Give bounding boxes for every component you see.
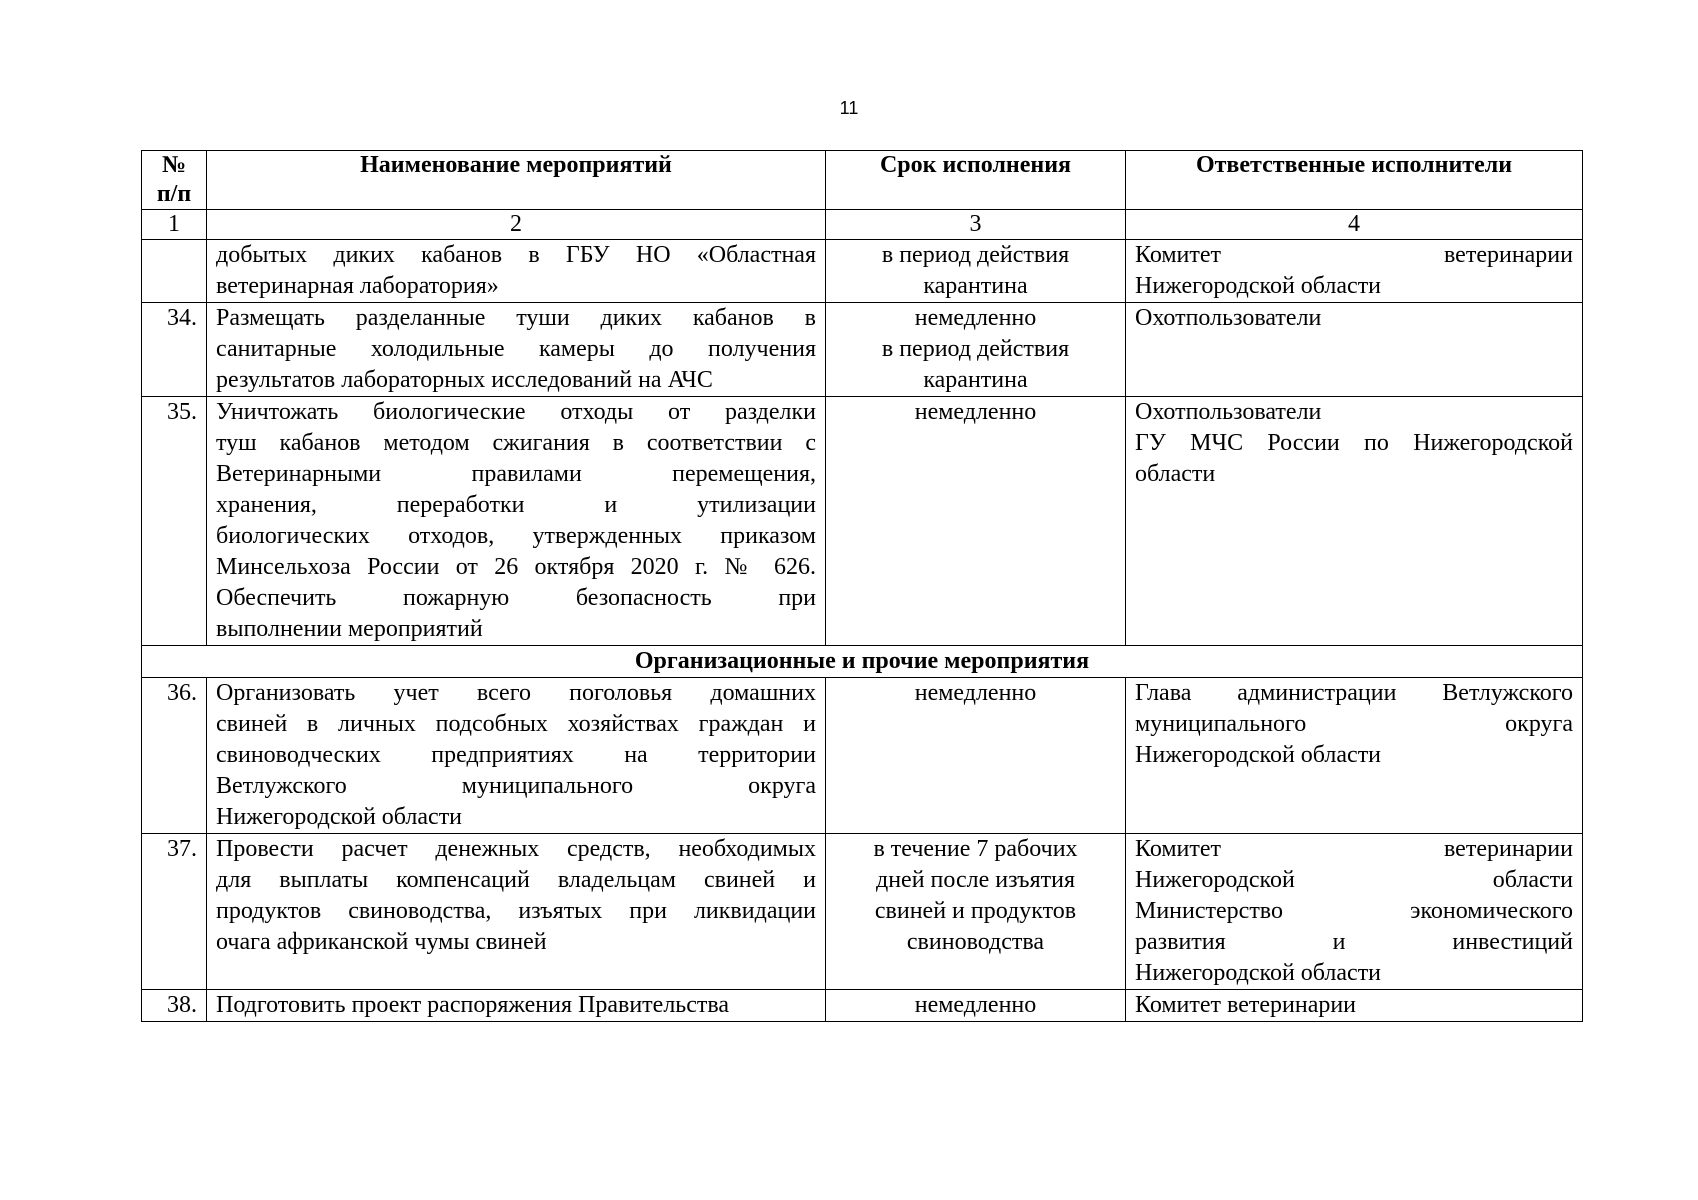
column-number-4: 4	[1126, 210, 1583, 240]
cell-line: в период действия	[881, 336, 1070, 362]
cell-line: дней после изъятия	[875, 867, 1075, 893]
rows-part-2	[142, 678, 1583, 1022]
row-name	[207, 678, 826, 834]
cell-line: биологических отходов, утвержденных приказом	[216, 523, 816, 549]
cell-line: немедленно	[914, 680, 1037, 706]
row-number: 38.	[142, 990, 207, 1022]
cell-line: Министерство экономического	[1135, 898, 1573, 924]
cell-line: Охотпользователи	[1135, 305, 1322, 331]
column-number-3: 3	[826, 210, 1126, 240]
cell-line: выполнении мероприятий	[216, 616, 483, 642]
row-number: 34.	[142, 303, 207, 397]
row-term	[826, 834, 1126, 990]
cell-line: Размещать разделанные туши диких кабанов в	[216, 305, 816, 331]
row-resp	[1126, 397, 1583, 646]
cell-line: Обеспечить пожарную безопасность при	[216, 585, 816, 611]
cell-line: Нижегородской области	[1135, 273, 1382, 299]
cell-line: свиноводства	[906, 929, 1045, 955]
cell-line: свиней в личных подсобных хозяйствах граждан и	[216, 711, 816, 737]
cell-line: Провести расчет денежных средств, необходимых	[216, 836, 816, 862]
cell-line: в период действия	[881, 242, 1070, 268]
header-num-line-1: №	[161, 152, 187, 178]
table-row	[142, 397, 1583, 646]
table-row	[142, 678, 1583, 834]
cell-line: Глава администрации Ветлужского	[1135, 680, 1573, 706]
header-num	[142, 151, 207, 210]
table-row	[142, 990, 1583, 1022]
rows-part-1	[142, 240, 1583, 646]
row-term	[826, 303, 1126, 397]
section-title: Организационные и прочие мероприятия	[142, 646, 1583, 678]
cell-line: Подготовить проект распоряжения Правительства	[216, 992, 730, 1018]
cell-line: санитарные холодильные камеры до получения	[216, 336, 816, 362]
cell-line: Комитет ветеринарии	[1135, 836, 1573, 862]
table-row	[142, 834, 1583, 990]
cell-line: добытых диких кабанов в ГБУ НО «Областная	[216, 242, 816, 268]
cell-line: немедленно	[914, 399, 1037, 425]
row-name	[207, 834, 826, 990]
row-number: 37.	[142, 834, 207, 990]
cell-line: Уничтожать биологические отходы от разделки	[216, 399, 816, 425]
row-term	[826, 678, 1126, 834]
cell-line: развития и инвестиций	[1135, 929, 1573, 955]
section-row	[142, 646, 1583, 678]
column-number-row	[142, 210, 1583, 240]
cell-line: Комитет ветеринарии	[1135, 992, 1357, 1018]
row-name	[207, 240, 826, 303]
cell-line: хранения, переработки и утилизации	[216, 492, 816, 518]
row-number: 35.	[142, 397, 207, 646]
table-row	[142, 240, 1583, 303]
row-number	[142, 240, 207, 303]
header-name: Наименование мероприятий	[207, 151, 826, 210]
cell-line: туш кабанов методом сжигания в соответствии с	[216, 430, 816, 456]
row-name	[207, 397, 826, 646]
cell-line: в течение 7 рабочих	[873, 836, 1078, 862]
table-header-row	[142, 151, 1583, 210]
table-row	[142, 303, 1583, 397]
cell-line: Ветлужского муниципального округа	[216, 773, 816, 799]
row-resp	[1126, 678, 1583, 834]
cell-line: Нижегородской области	[1135, 867, 1573, 893]
cell-line: ГУ МЧС России по Нижегородской	[1135, 430, 1573, 456]
cell-line: немедленно	[914, 305, 1037, 331]
cell-line: карантина	[923, 367, 1028, 393]
cell-line: ветеринарная лаборатория»	[216, 273, 499, 299]
page-number: 11	[839, 98, 859, 118]
cell-line: свиноводческих предприятиях на территории	[216, 742, 816, 768]
column-number-2: 2	[207, 210, 826, 240]
header-num-line-2: п/п	[156, 181, 192, 207]
column-number-1: 1	[142, 210, 207, 240]
cell-line: Организовать учет всего поголовья домашних	[216, 680, 816, 706]
row-resp	[1126, 834, 1583, 990]
row-number: 36.	[142, 678, 207, 834]
measures-table	[141, 150, 1583, 1022]
cell-line: продуктов свиноводства, изъятых при ликвидации	[216, 898, 816, 924]
cell-line: Ветеринарными правилами перемещения,	[216, 461, 816, 487]
header-term: Срок исполнения	[826, 151, 1126, 210]
cell-line: Охотпользователи	[1135, 399, 1322, 425]
row-resp	[1126, 303, 1583, 397]
row-term	[826, 240, 1126, 303]
cell-line: свиней и продуктов	[874, 898, 1077, 924]
row-name	[207, 303, 826, 397]
cell-line: Нижегородской области	[216, 804, 463, 830]
cell-line: Минсельхоза России от 26 октября 2020 г. № 626.	[216, 554, 816, 580]
cell-line: Нижегородской области	[1135, 960, 1382, 986]
cell-line: результатов лабораторных исследований на АЧС	[216, 367, 713, 393]
cell-line: немедленно	[914, 992, 1037, 1018]
cell-line: карантина	[923, 273, 1028, 299]
header-resp: Ответственные исполнители	[1126, 151, 1583, 210]
row-resp	[1126, 990, 1583, 1022]
cell-line: очага африканской чумы свиней	[216, 929, 547, 955]
cell-line: Нижегородской области	[1135, 742, 1382, 768]
cell-line: Комитет ветеринарии	[1135, 242, 1573, 268]
cell-line: муниципального округа	[1135, 711, 1573, 737]
row-name	[207, 990, 826, 1022]
row-resp	[1126, 240, 1583, 303]
cell-line: области	[1135, 461, 1216, 487]
cell-line: для выплаты компенсаций владельцам свиней и	[216, 867, 816, 893]
row-term	[826, 397, 1126, 646]
row-term	[826, 990, 1126, 1022]
